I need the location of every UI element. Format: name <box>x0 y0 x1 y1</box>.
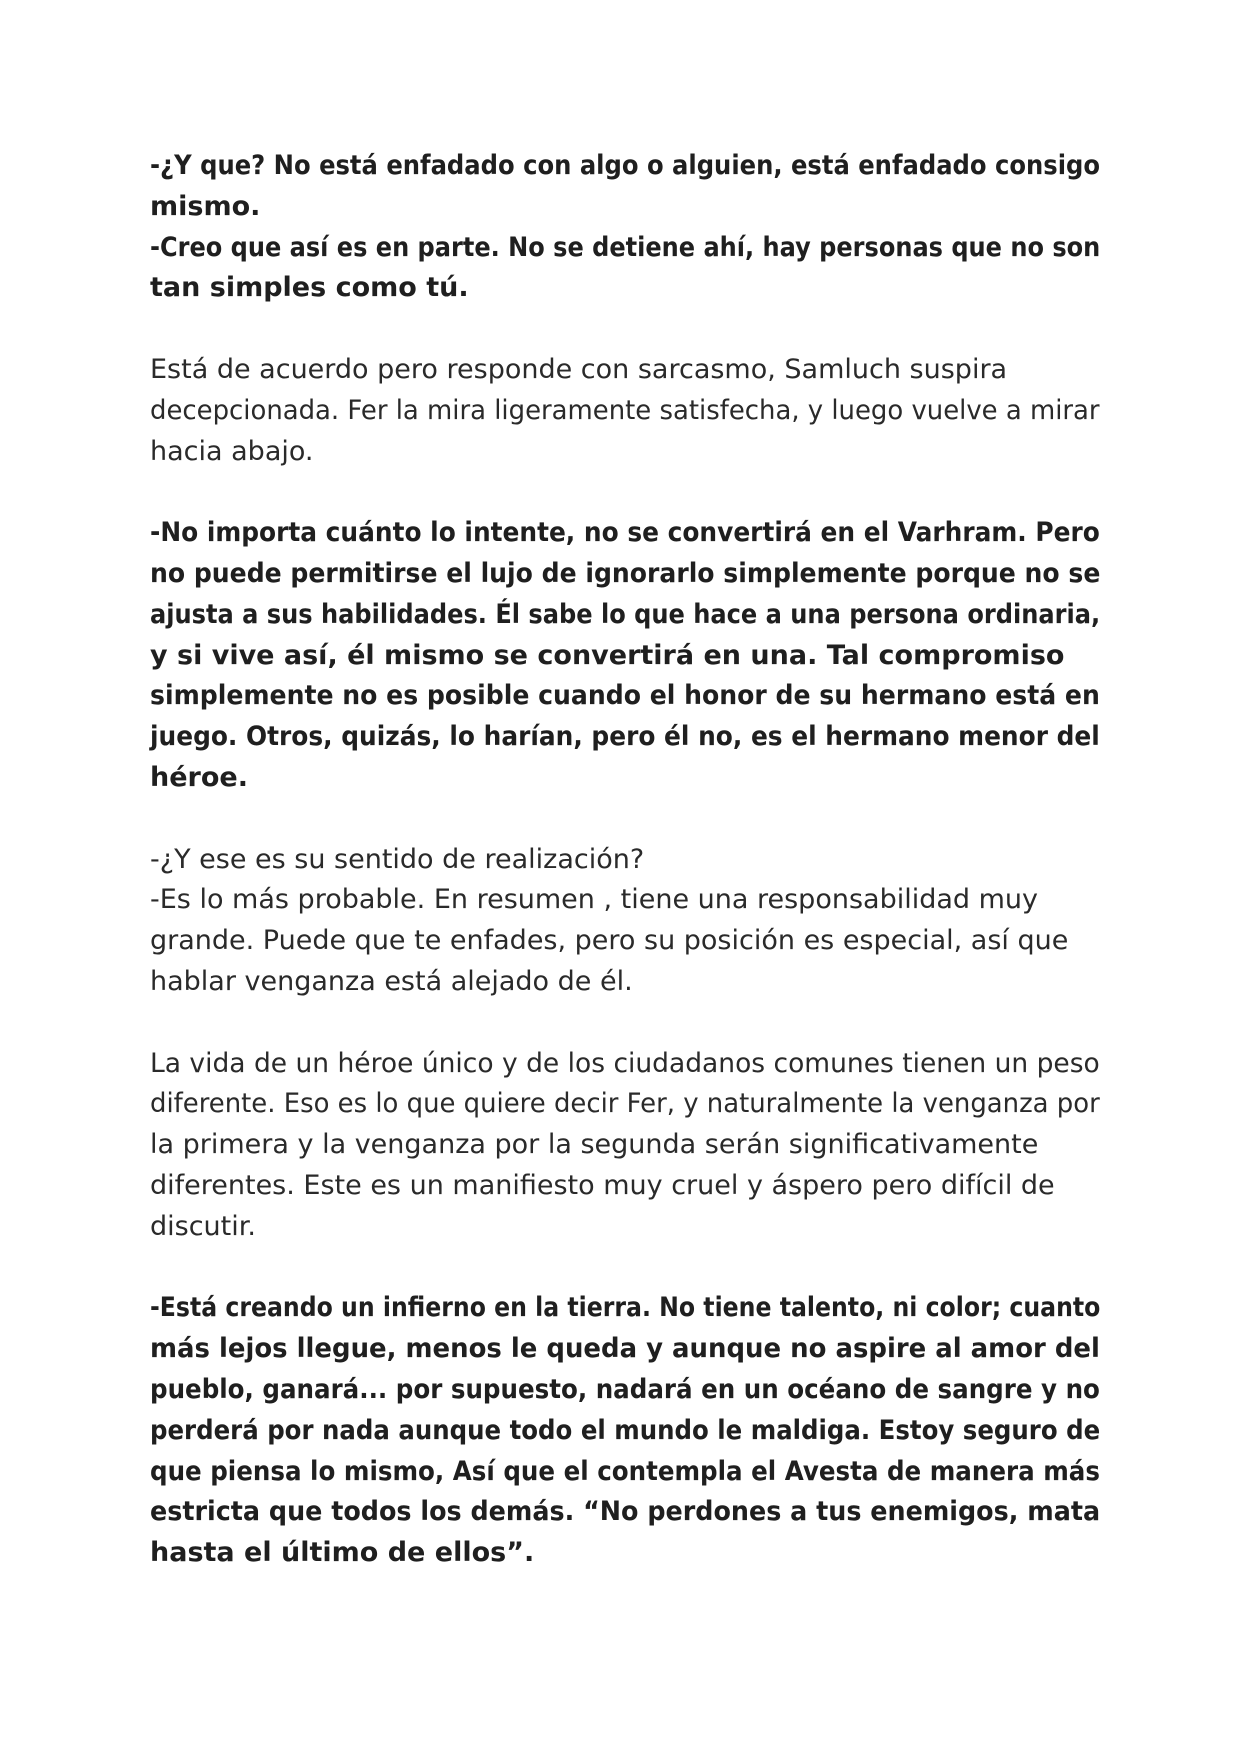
text-line: y si vive así, él mismo se convertirá en una. Tal compromiso <box>150 639 1065 671</box>
text-line: pueblo, ganará... por supuesto, nadará en un océano de sangre y no <box>150 1373 1100 1405</box>
text-line: grande. Puede que te enfades, pero su posición es especial, así que <box>150 925 1069 957</box>
text-line: decepcionada. Fer la mira ligeramente satisfecha, y luego vuelve a mirar <box>150 394 1100 426</box>
dialogue-paragraph-3 <box>150 840 1100 1003</box>
text-line: -Está creando un infierno en la tierra. No tiene talento, ni color; cuanto <box>150 1292 1101 1324</box>
text-line: la primera y la venganza por la segunda serán significativamente <box>150 1129 1039 1161</box>
text-line: simplemente no es posible cuando el honor de su hermano está en <box>150 680 1100 712</box>
text-line: juego. Otros, quizás, lo harían, pero él no, es el hermano menor del <box>150 721 1100 753</box>
narration-paragraph-1 <box>150 350 1100 472</box>
text-line: que piensa lo mismo, Así que el contempla el Avesta de manera más <box>150 1455 1100 1487</box>
text-line: héroe. <box>150 761 248 793</box>
text-line: más lejos llegue, menos le queda y aunque no aspire al amor del <box>150 1333 1100 1365</box>
text-line: perderá por nada aunque todo el mundo le maldiga. Estoy seguro de <box>150 1414 1101 1446</box>
text-line: -Creo que así es en parte. No se detiene ahí, hay personas que no son <box>150 231 1101 263</box>
text-line: -Es lo más probable. En resumen , tiene una responsabilidad muy <box>150 884 1039 916</box>
text-line: estricta que todos los demás. “No perdones a tus enemigos, mata <box>150 1496 1101 1528</box>
text-line: diferentes. Este es un manifiesto muy cruel y áspero pero difícil de <box>150 1169 1055 1201</box>
narration-paragraph-2 <box>150 1044 1100 1248</box>
text-line: hacia abajo. <box>150 435 314 467</box>
dialogue-paragraph-2 <box>150 513 1100 799</box>
text-line: hablar venganza está alejado de él. <box>150 965 633 997</box>
text-line: Está de acuerdo pero responde con sarcasmo, Samluch suspira <box>150 353 1008 385</box>
text-line: no puede permitirse el lujo de ignorarlo simplemente porque no se <box>150 557 1101 589</box>
dialogue-paragraph-4 <box>150 1288 1100 1574</box>
text-line: La vida de un héroe único y de los ciudadanos comunes tienen un peso <box>150 1047 1100 1079</box>
text-line: -¿Y que? No está enfadado con algo o alguien, está enfadado consigo <box>150 150 1101 181</box>
text-line: discutir. <box>150 1210 256 1242</box>
text-line: -No importa cuánto lo intente, no se convertirá en el Varhram. Pero <box>150 517 1100 549</box>
dialogue-paragraph-1 <box>150 146 1100 309</box>
text-line: ajusta a sus habilidades. Él sabe lo que hace a una persona ordinaria, <box>150 598 1101 630</box>
text-line: hasta el último de ellos”. <box>150 1537 535 1569</box>
text-line: mismo. <box>150 190 261 222</box>
text-line: diferente. Eso es lo que quiere decir Fer, y naturalmente la venganza por <box>150 1088 1100 1120</box>
text-line: tan simples como tú. <box>150 272 469 304</box>
text-line: -¿Y ese es su sentido de realización? <box>150 843 645 875</box>
document-page <box>150 146 1100 1615</box>
